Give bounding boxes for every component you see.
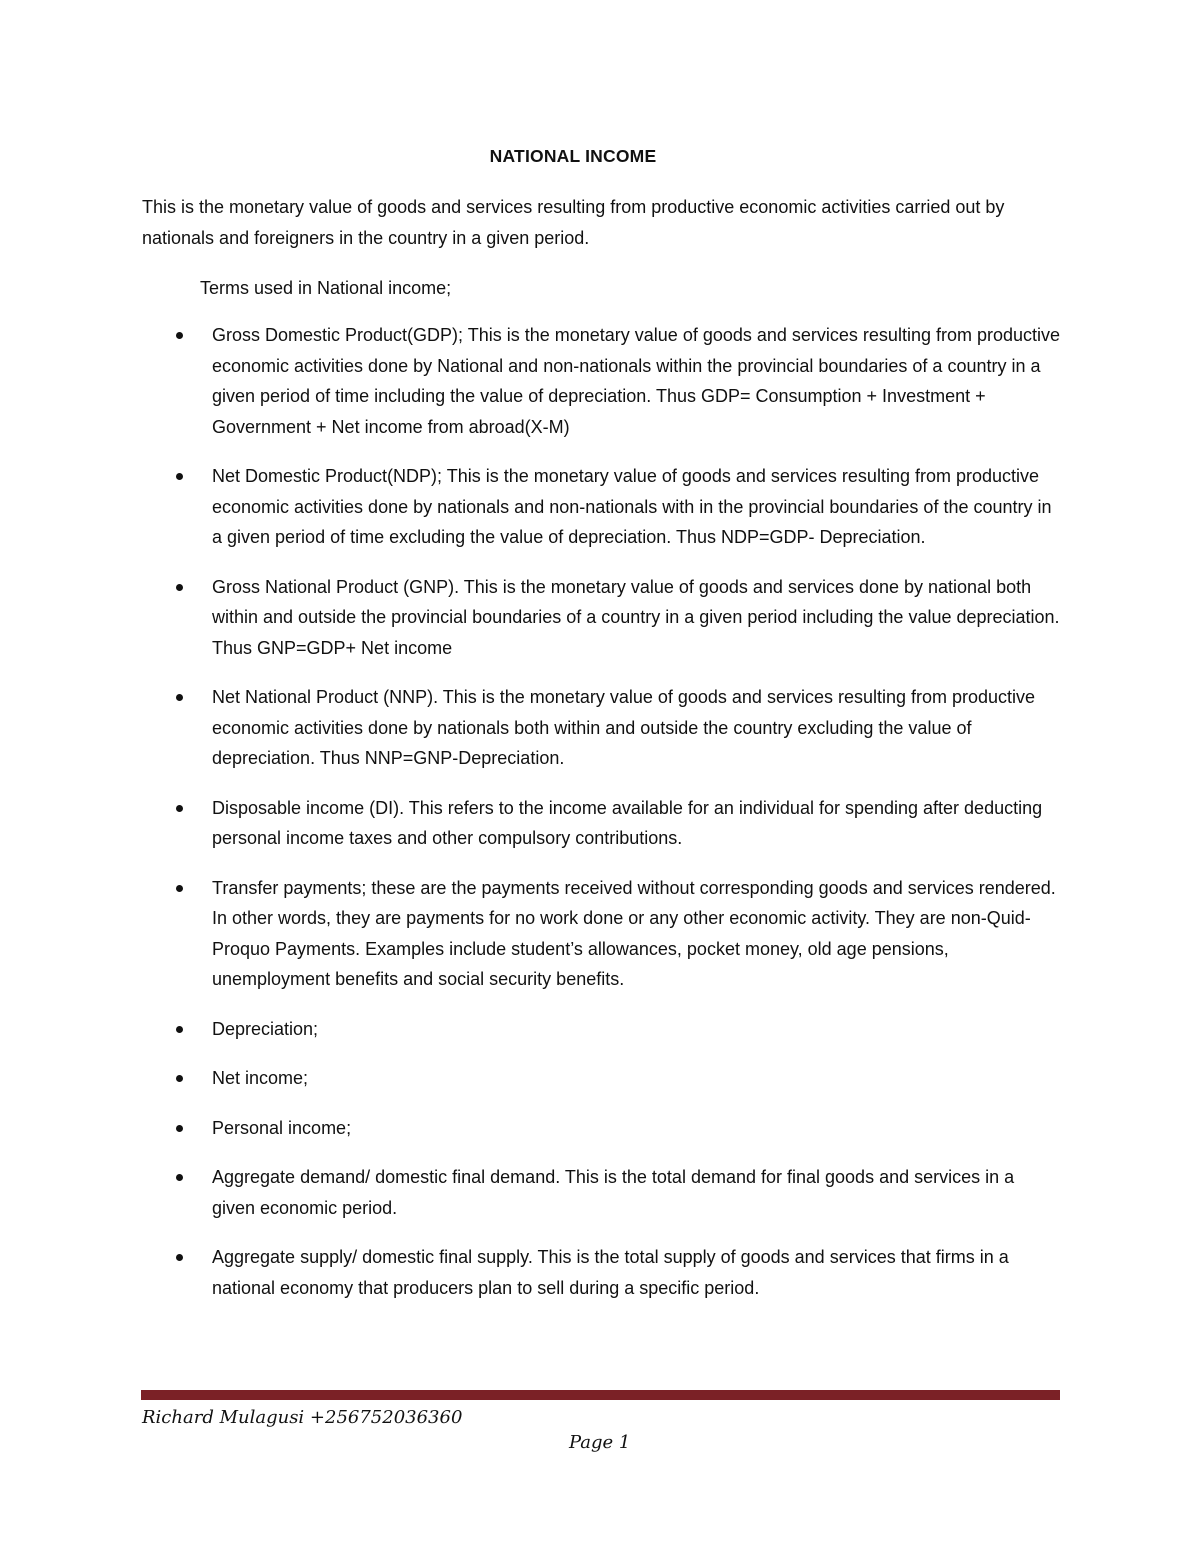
bullet-icon (176, 1026, 183, 1033)
intro-paragraph: This is the monetary value of goods and services resulting from productive economic activities carried out by nationals and foreigners in the country in a given period. (142, 197, 1005, 248)
term-text: Net Domestic Product(NDP); This is the monetary value of goods and services resulting from productive economic activities done by nationals and non-nationals with in the provincial boundaries of the country in a given period of time excluding the value of depreciation. Thus NDP=GDP- Depreciation. (212, 466, 1052, 547)
bullet-icon (176, 805, 183, 812)
bullet-icon (176, 1075, 183, 1082)
terms-heading: Terms used in National income; (200, 278, 452, 298)
term-item-net-income (170, 1063, 1060, 1094)
bullet-icon (176, 1254, 183, 1261)
bullet-icon (176, 694, 183, 701)
term-text: Transfer payments; these are the payments received without corresponding goods and services rendered. In other words, they are payments for no work done or any other economic activity. They are non-Quid-Proquo Payments. Examples include student’s allowances, pocket money, old age pensions, unemployment benefits and social security benefits. (212, 877, 1056, 989)
term-item-depreciation (170, 1014, 1060, 1045)
term-item-transfer-payments (170, 873, 1060, 995)
term-text: Aggregate demand/ domestic final demand. This is the total demand for final goods and services in a given economic period. (212, 1167, 1015, 1218)
bullet-icon (176, 473, 183, 480)
term-item-aggregate-demand (170, 1162, 1060, 1223)
term-text: Depreciation; (212, 1018, 319, 1039)
term-text: Net National Product (NNP). This is the monetary value of goods and services resulting from productive economic activities done by nationals both within and outside the country excluding the value of depreciation. Thus NNP=GNP-Depreciation. (212, 687, 1036, 768)
term-text: Net income; (212, 1068, 309, 1088)
term-text: Aggregate supply/ domestic final supply. This is the total supply of goods and services that firms in a national economy that producers plan to sell during a specific period. (212, 1247, 1009, 1298)
footer-page-number: Page 1 (569, 1432, 631, 1453)
term-text: Gross National Product (GNP). This is the monetary value of goods and services done by national both within and outside the provincial boundaries of a country in a given period including the value depreciation. Thus GNP=GDP+ Net income (212, 576, 1060, 658)
bullet-icon (176, 332, 183, 339)
term-item-aggregate-supply (170, 1242, 1060, 1303)
term-item-disposable-income (170, 793, 1060, 854)
bullet-icon (176, 885, 183, 892)
term-text: Personal income; (212, 1117, 352, 1138)
bullet-icon (176, 1125, 183, 1132)
term-item-personal-income (170, 1113, 1060, 1144)
bullet-icon (176, 1174, 183, 1181)
term-item-ndp (170, 461, 1060, 553)
document-title: NATIONAL INCOME (489, 146, 657, 166)
footer-divider (141, 1390, 1060, 1400)
footer-author: Richard Mulagusi +256752036360 (142, 1407, 463, 1428)
term-text: Gross Domestic Product(GDP); This is the monetary value of goods and services resulting from productive economic activities done by National and non-nationals within the provincial boundaries of a country in a given period of time including the value of depreciation. Thus GDP= Consumption + Investment + Government + Net income from abroad(X-M) (212, 325, 1061, 437)
term-item-gnp (170, 572, 1060, 664)
bullet-icon (176, 584, 183, 591)
term-text: Disposable income (DI). This refers to the income available for an individual for spending after deducting personal income taxes and other compulsory contributions. (212, 797, 1043, 848)
term-item-nnp (170, 682, 1060, 774)
term-item-gdp (170, 320, 1060, 442)
terms-list (170, 320, 1060, 1322)
